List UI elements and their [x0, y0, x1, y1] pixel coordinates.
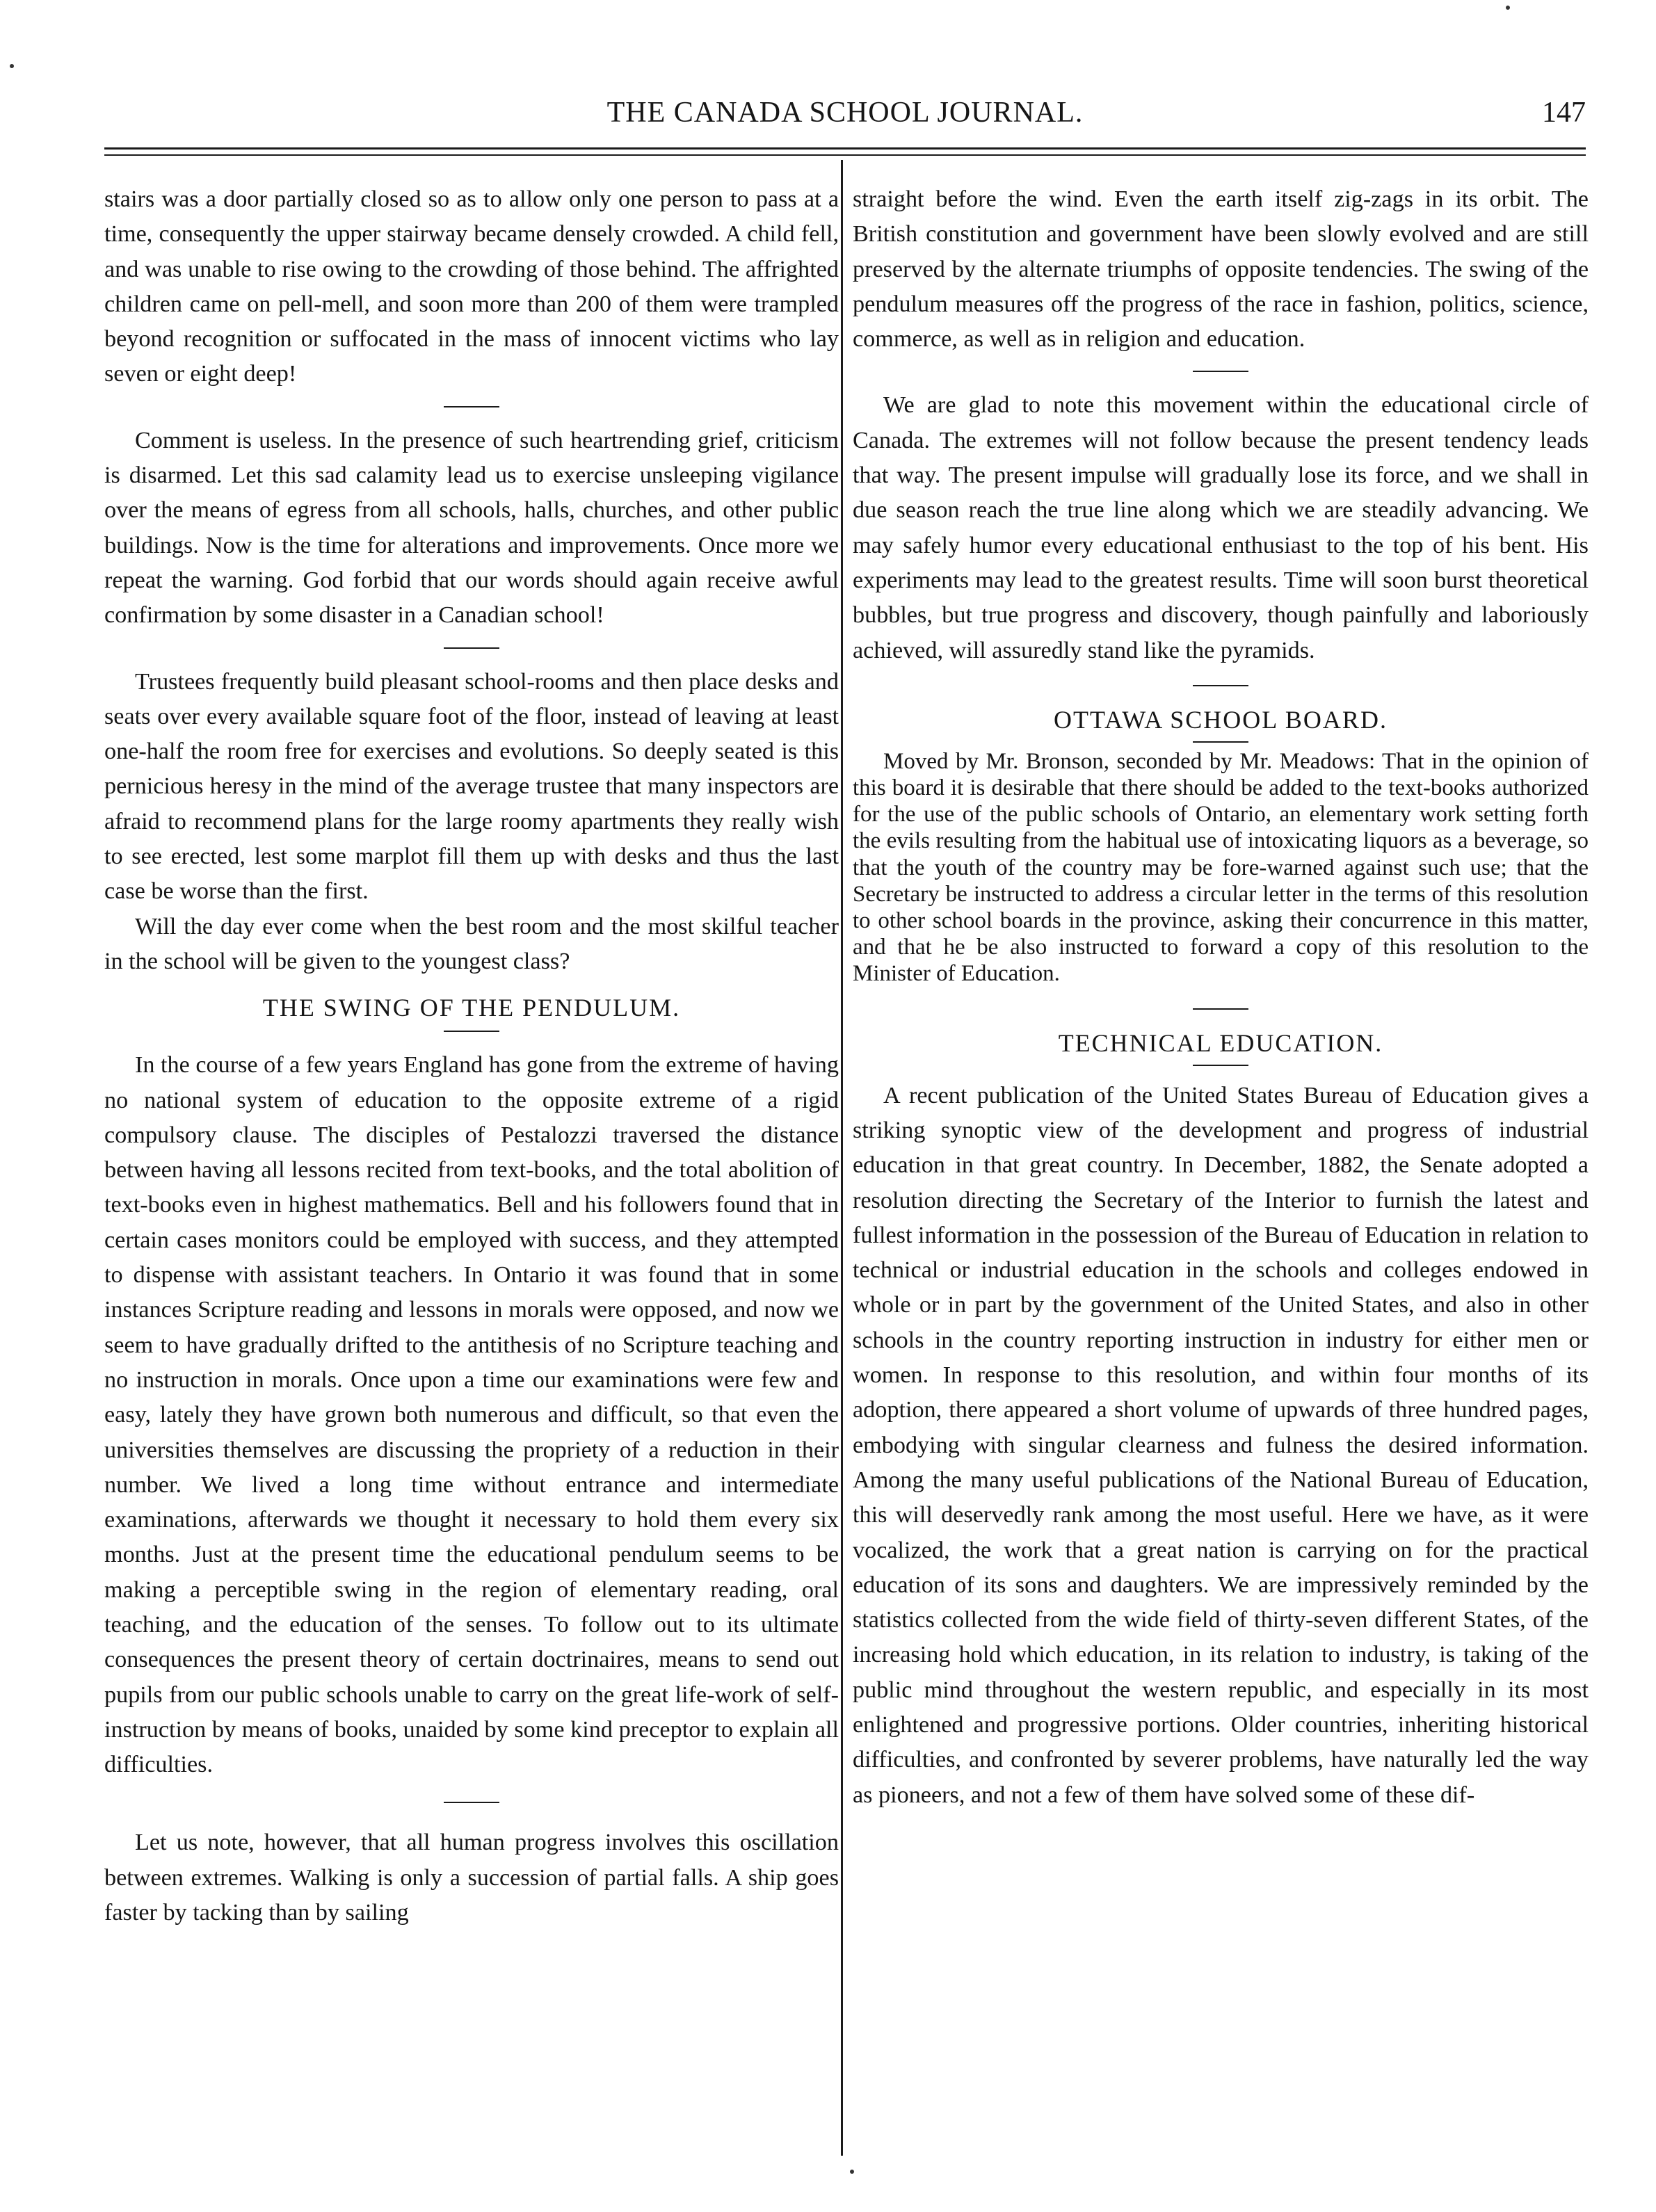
page-header	[104, 96, 1586, 145]
paragraph-technical: A recent publication of the United States Bureau of Education gives a striking synoptic view of the development and progress of industrial education in that great country. In December, 1882, the Senate adopted a resolution directing the Secretary of the Interior to furnish the latest and fullest information in the possession of the Bureau of Education in relation to technical or industrial education in the schools and colleges endowed in whole or in part by the government of the United States, and also in other schools in the country reporting instruction in industry for either men or women. In response to this resolution, and within four months of its adoption, there appeared a short volume of upwards of three hundred pages, embodying with singular clearness and fulness the desired information. Among the many useful publications of the National Bureau of Education, this will deservedly rank among the most useful. Here we have, as it were vocalized, the work that a great nation is carrying on for the practical education of its sons and daughters. We are impressively reminded by the statistics collected from the wide field of thirty-seven different States, of the increasing hold which education, in its relation to industry, is taking of the public mind throughout the western republic, and especially in its most enlightened and progressive portions. Older countries, inheriting historical difficulties, and confronted by severer problems, have naturally led the way as pioneers, and not a few of them have solved some of these dif-	[853, 1082, 1589, 1808]
header-rule-top	[104, 147, 1586, 150]
separator-rule	[444, 1031, 499, 1032]
separator-rule	[1193, 685, 1248, 686]
paragraph-trustees: Trustees frequently build pleasant school-rooms and then place desks and seats over every available square foot of the floor, instead of leaving at least one-half the room free for exercises and evolutions. So deeply seated is this pernicious heresy in the mind of the average trustee that many inspectors are afraid to recommend plans for the large roomy apartments they really wish to see erected, lest some marplot fill them up with desks and thus the last case be worse than the first.	[104, 668, 839, 905]
separator-rule	[1193, 371, 1248, 372]
separator-rule	[1193, 741, 1248, 743]
left-column	[104, 182, 839, 1930]
journal-title: THE CANADA SCHOOL JOURNAL.	[606, 97, 1084, 129]
column-divider	[841, 160, 843, 2156]
paragraph-movement: We are glad to note this movement within the educational circle of Canada. The extremes will not follow because the present tendency leads that way. The present impulse will gradually lose its force, and we shall in due season reach the true line along which we are steadily advancing. We may safely humor every educational enthusiast to the top of his bent. His experiments may lead to the greatest results. Time will soon burst theoretical bubbles, but true progress and discovery, though painfully and laboriously achieved, will assuredly stand like the pyramids.	[853, 392, 1589, 663]
section-title-technical: TECHNICAL EDUCATION.	[1058, 1028, 1383, 1057]
paragraph-stairway: stairs was a door partially closed so as to allow only one person to pass at a time, consequently the upper stairway became densely crowded. A child fell, and was unable to rise owing to the crowding of those behind. The affrighted children came on pell-mell, and soon more than 200 of them were trampled beyond recognition or suffocated in the mass of innocent victims who lay seven or eight deep!	[104, 186, 839, 387]
page-number: 147	[1542, 97, 1586, 129]
scan-speck	[1506, 6, 1510, 10]
paragraph-oscillation: Let us note, however, that all human progress involves this oscillation between extremes. Walking is only a succession of partial falls. A ship goes faster by tacking than by sailing	[104, 1830, 839, 1926]
paragraph-youngest-class: Will the day ever come when the best room and the most skilful teacher in the school will be given to the youngest class?	[104, 913, 839, 974]
paragraph-pendulum: In the course of a few years England has gone from the extreme of having no national system of education to the opposite extreme of a rigid compulsory clause. The disciples of Pestalozzi traversed the distance between having all lessons recited from text-books, and the total abolition of text-books even in highest mathematics. Bell and his followers found that in certain cases monitors could be employed with success, and they attempted to dispense with assistant teachers. In Ontario it was found that in some instances Scripture reading and lessons in morals were opposed, and now we seem to have gradually drifted to the antithesis of no Scripture teaching and no instruction in morals. Once upon a time our examinations were few and easy, lately they have grown both numerous and difficult, so that even the universities themselves are discussing the propriety of a reduction in their number. We lived a long time without entrance and intermediate examinations, afterwards we thought it necessary to hold them every six months. Just at the present time the educational pendulum seems to be making a perceptible swing in the region of elementary reading, oral teaching, and the education of the senses. To follow out to its ultimate consequences the present theory of certain doctrinaires, means to send out pupils from our public schools unable to carry on the great life-work of self-instruction by means of books, unaided by some kind preceptor to explain all difficulties.	[104, 1052, 839, 1778]
paragraph-comment: Comment is useless. In the presence of such heartrending grief, criticism is disarmed. Let this sad calamity lead us to exercise unsleeping vigilance over the means of egress from all schools, halls, churches, and other public buildings. Now is the time for alterations and improvements. Once more we repeat the warning. God forbid that our words should again receive awful confirmation by some disaster in a Canadian school!	[104, 427, 839, 629]
separator-rule	[444, 406, 499, 407]
separator-rule	[444, 1802, 499, 1803]
section-title-pendulum: THE SWING OF THE PENDULUM.	[262, 994, 681, 1022]
scan-speck	[850, 2170, 854, 2174]
scan-speck	[10, 64, 14, 68]
paragraph-zigzag: straight before the wind. Even the earth itself zig-zags in its orbit. The British constitution and government have been slowly evolved and are still preserved by the alternate triumphs of opposite tendencies. The swing of the pendulum measures off the progress of the race in fashion, politics, science, commerce, as well as in religion and education.	[853, 186, 1589, 353]
header-rule-bottom	[104, 154, 1586, 156]
separator-rule	[1193, 1065, 1248, 1066]
section-title-ottawa: OTTAWA SCHOOL BOARD.	[1054, 705, 1388, 734]
separator-rule	[1193, 1008, 1248, 1010]
right-column	[853, 182, 1589, 1813]
separator-rule	[444, 647, 499, 649]
paragraph-resolution: Moved by Mr. Bronson, seconded by Mr. Meadows: That in the opinion of this board it is desirable that there should be added to the text-books authorized for the use of the public schools of Ontario, an elementary work setting forth the evils resulting from the habitual use of intoxicating liquors as a beverage, so that the youth of the country may be fore-warned against such use; that the Secretary be instructed to address a circular letter in the terms of this resolution to other school boards in the province, asking their concurrence in this matter, and that he be also instructed to forward a copy of this resolution to the Minister of Education.	[853, 748, 1589, 987]
